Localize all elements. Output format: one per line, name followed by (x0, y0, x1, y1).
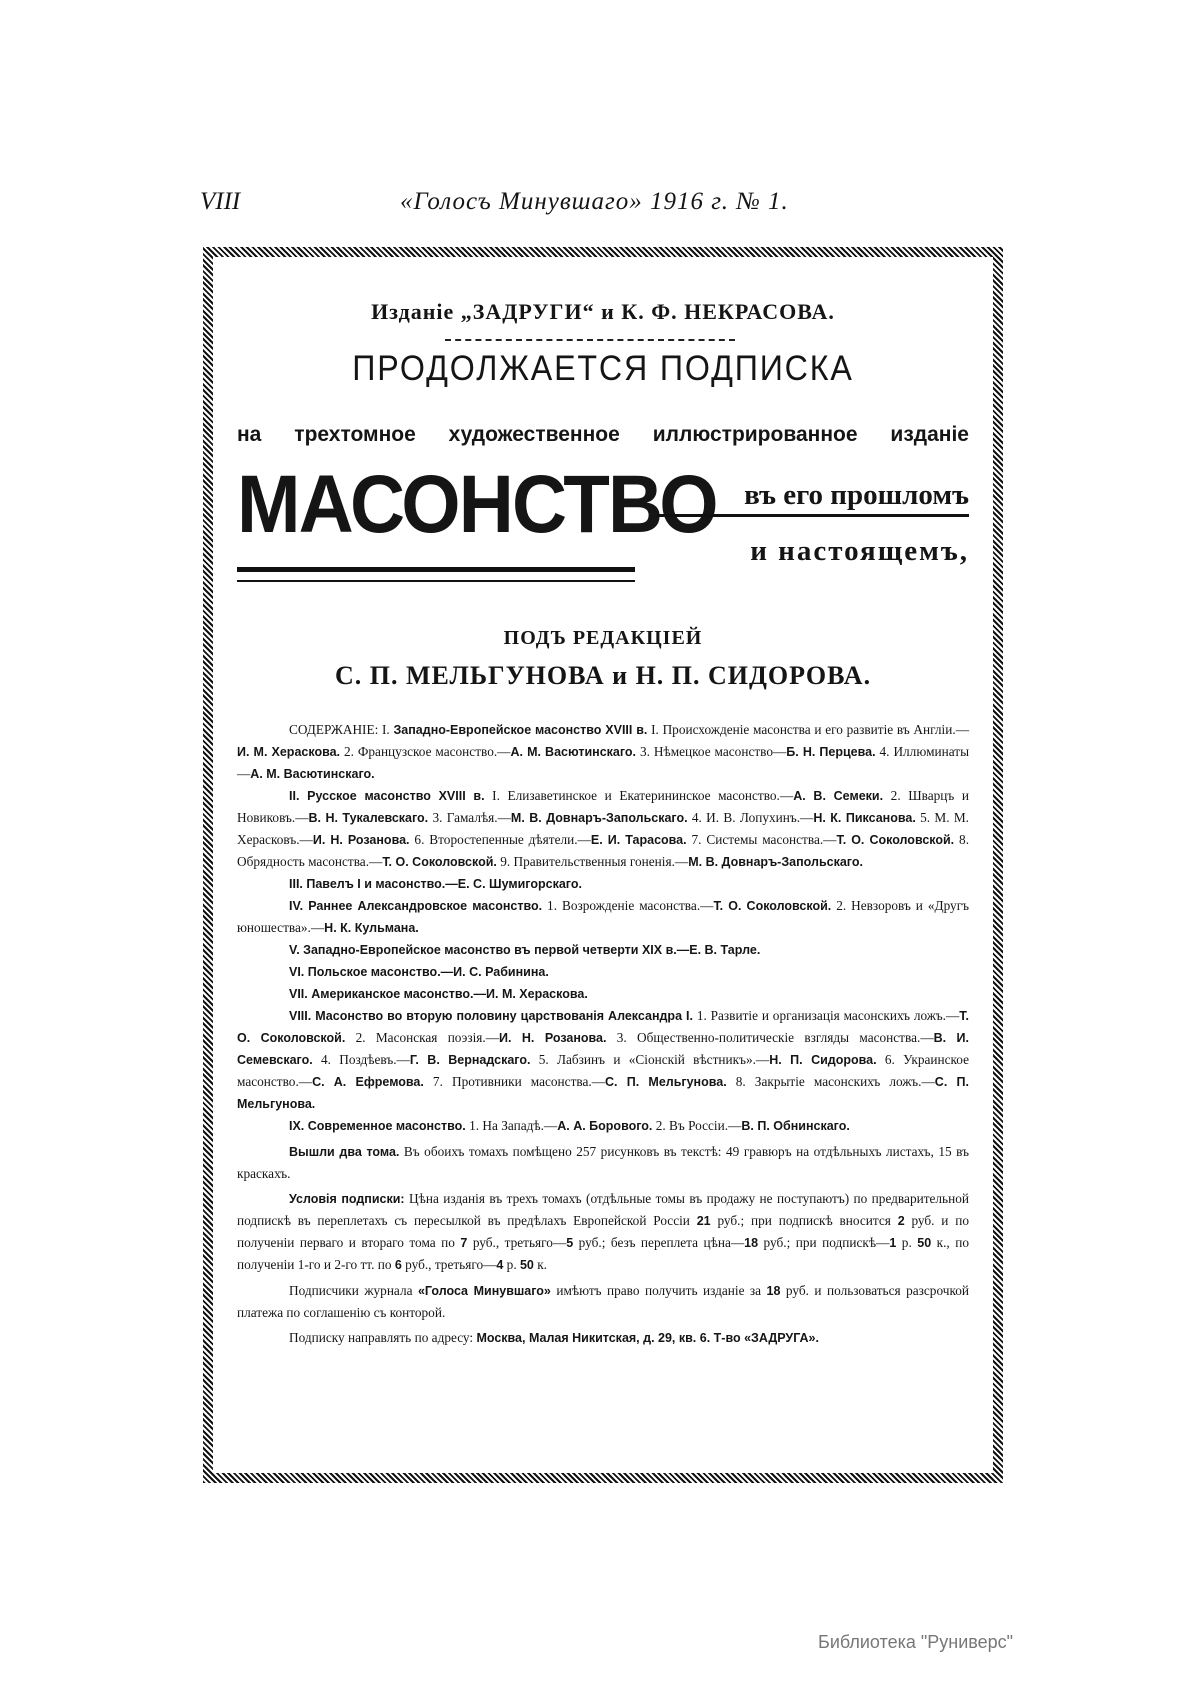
note-bold-run: 7 (460, 1236, 468, 1250)
contents-bold-run: IV. Раннее Александровское масонство. (289, 899, 543, 913)
contents-text-run: 2. Французское масонство.— (340, 744, 511, 759)
contents-bold-run: В. П. Обнинскаго. (741, 1119, 850, 1133)
note-text-run: Цѣна изданія въ трехъ томахъ (отдѣльные томы въ продажу не поступаютъ) по предварительной подпискѣ въ переплетахъ съ пересылкой въ предѣлахъ Европейской Россіи (237, 1191, 969, 1228)
note-bold-run: 5 (566, 1236, 574, 1250)
note-text-run: к., по полученіи 1-го и 2-го тт. по (237, 1235, 970, 1272)
contents-bold-run: III. Павелъ I и масонство.—Е. С. Шумигорскаго. (289, 877, 582, 891)
contents-text-run: 8. Обрядность масонства.— (237, 832, 970, 869)
note-text-run: руб. и по полученіи перваго и втораго тома по (237, 1213, 970, 1250)
contents-bold-run: М. В. Довнаръ-Запольскаго. (510, 811, 688, 825)
note-text-run: Подписчики журнала (289, 1283, 418, 1298)
contents-paragraph (237, 1005, 969, 1115)
note-text-run: Подписку направлять по адресу: (289, 1330, 477, 1345)
editors-line: С. П. МЕЛЬГУНОВА и Н. П. СИДОРОВА. (334, 661, 872, 690)
contents-bold-run: М. В. Довнаръ-Запольскаго. (688, 855, 863, 869)
subscription-heading: ПРОДОЛЖАЕТСЯ ПОДПИСКА (352, 349, 854, 388)
contents-bold-run: В. И. Семевскаго. (237, 1031, 970, 1067)
note-bold-run: Условія подписки: (289, 1192, 405, 1206)
note-bold-run: Вышли два тома. (289, 1145, 400, 1159)
note-text-run: к. (533, 1257, 547, 1272)
running-head (200, 188, 820, 218)
contents-bold-run: А. М. Васютинскаго. (250, 767, 375, 781)
note-text-run: руб., третьяго— (467, 1235, 567, 1250)
contents-bold-run: Т. О. Соколовской. (836, 833, 955, 847)
contents-text-run: 8. Закрытіе масонскихъ ложъ.— (726, 1074, 935, 1089)
page-number: VIII (200, 188, 241, 215)
dashed-divider (445, 339, 735, 341)
note-text-run: руб. и пользоваться разсрочкой платежа по соглашенію съ конторой. (237, 1283, 969, 1320)
contents-paragraph (237, 719, 969, 785)
note-bold-run: 1 (889, 1236, 897, 1250)
note-paragraph (237, 1327, 969, 1349)
contents-text-run: 1. Возрожденіе масонства.— (542, 898, 714, 913)
note-text-run: р. (896, 1235, 918, 1250)
advertisement-content (237, 257, 969, 1473)
note-text-run: имѣютъ право получить изданіе за (550, 1283, 767, 1298)
contents-bold-run: Западно-Европейское масонство XVIII в. (393, 723, 648, 737)
contents-paragraph (237, 983, 969, 1005)
contents-text-run: 3. Гамалѣя.— (428, 810, 511, 825)
subscription-notes (237, 1141, 969, 1349)
title-underline (237, 567, 635, 582)
note-text-run: р. (503, 1257, 520, 1272)
contents-bold-run: Т. О. Соколовской. (237, 1009, 969, 1045)
note-text-run: руб.; при подпискѣ— (758, 1235, 890, 1250)
contents-text-run: 4. Иллюминаты— (237, 744, 970, 781)
contents-text-run: 1. Развитіе и организація масонскихъ ложъ.— (692, 1008, 960, 1023)
contents-text-run: 2. Масонская поэзія.— (345, 1030, 500, 1045)
note-bold-run: 18 (744, 1236, 759, 1250)
book-title: МАСОНСТВО (237, 459, 717, 550)
contents-bold-run: А. М. Васютинскаго. (510, 745, 637, 759)
contents-bold-run: Н. К. Кульмана. (324, 921, 419, 935)
publisher-line: Изданіе „ЗАДРУГИ“ и К. Ф. НЕКРАСОВА. (371, 299, 835, 324)
contents-text-run: 5. Лабзинъ и «Сіонскій вѣстникъ».— (530, 1052, 770, 1067)
note-paragraph (237, 1280, 969, 1323)
contents-bold-run: Т. О. Соколовской. (382, 855, 497, 869)
note-bold-run: Москва, Малая Никитская, д. 29, кв. 6. Т-во «ЗАДРУГА». (476, 1331, 819, 1345)
contents-text-run: 2. Въ Россіи.— (652, 1118, 742, 1133)
contents-text-run: 3. Нѣмецкое масонство— (636, 744, 787, 759)
note-bold-run: 50 (519, 1258, 534, 1272)
contents-text-run: 4. Поздѣевъ.— (312, 1052, 410, 1067)
note-text-run: руб., третьяго— (401, 1257, 497, 1272)
contents-bold-run: VI. Польское масонство.—И. С. Рабинина. (289, 965, 549, 979)
note-text-run: руб.; безъ переплета цѣна— (573, 1235, 745, 1250)
contents-bold-run: А. А. Борового. (557, 1119, 653, 1133)
contents-bold-run: С. А. Ефремова. (312, 1075, 424, 1089)
contents-bold-run: IX. Современное масонство. (289, 1119, 466, 1133)
contents-text-run: I. Происхожденіе масонства и его развитіе въ Англіи.— (647, 722, 969, 737)
contents-bold-run: Н. П. Сидорова. (769, 1053, 877, 1067)
contents-bold-run: И. М. Хераскова. (237, 745, 341, 759)
contents-bold-run: Б. Н. Перцева. (786, 745, 876, 759)
contents-bold-run: Т. О. Соколовской. (713, 899, 832, 913)
contents-text-run: I. Елизаветинское и Екатерининское масонство.— (484, 788, 794, 803)
contents-text-run: 7. Системы масонства.— (686, 832, 837, 847)
contents-bold-run: С. П. Мельгунова. (605, 1075, 727, 1089)
contents-paragraph (237, 895, 969, 939)
contents-bold-run: II. Русское масонство XVIII в. (289, 789, 485, 803)
journal-title: «Голосъ Минувшаго» 1916 г. № 1. (400, 188, 789, 215)
note-paragraph (237, 1141, 969, 1184)
note-bold-run: «Голоса Минувшаго» (417, 1284, 551, 1298)
book-subtitle-2: и настоящемъ, (750, 535, 969, 567)
note-bold-run: 6 (394, 1258, 402, 1272)
note-bold-run: 21 (696, 1214, 711, 1228)
contents-text-run: 3. Общественно-политическіе взгляды масонства.— (606, 1030, 934, 1045)
body-text (237, 719, 969, 1349)
contents-text-run: 5. М. М. Херасковъ.— (237, 810, 969, 847)
contents-bold-run: В. Н. Тукалевскаго. (308, 811, 429, 825)
contents-bold-run: С. П. Мельгунова. (237, 1075, 969, 1111)
contents-bold-run: Е. И. Тарасова. (590, 833, 687, 847)
contents-paragraph (237, 873, 969, 895)
contents-bold-run: И. Н. Розанова. (312, 833, 410, 847)
contents-bold-run: И. Н. Розанова. (499, 1031, 607, 1045)
contents-bold-run: VII. Американское масонство.—И. М. Хераскова. (289, 987, 588, 1001)
edition-type-line: на трехтомное художественное иллюстрированное изданіе (237, 423, 969, 446)
editorship-label: ПОДЪ РЕДАКЦІЕЙ (503, 627, 703, 649)
contents-text-run: 6. Второстепенные дѣятели.— (409, 832, 591, 847)
note-bold-run: 50 (917, 1236, 932, 1250)
contents-bold-run: V. Западно-Европейское масонство въ первой четверти XIX в.—Е. В. Тарле. (289, 943, 761, 957)
contents-paragraph (237, 939, 969, 961)
contents-paragraph (237, 1115, 969, 1137)
contents-text-run: 2. Шварцъ и Новиковъ.— (237, 788, 970, 825)
contents-bold-run: VIII. Масонство во вторую половину царствованія Александра I. (289, 1009, 693, 1023)
contents-paragraph (237, 961, 969, 983)
note-bold-run: 4 (496, 1258, 504, 1272)
contents-text-run: 2. Невзоровъ и «Другъ юношества».— (237, 898, 970, 935)
library-watermark: Библиотека "Руниверс" (818, 1632, 1014, 1652)
contents-text-run: 4. И. В. Лопухинъ.— (687, 810, 814, 825)
note-text-run: Въ обоихъ томахъ помѣщено 257 рисунковъ въ текстѣ: 49 гравюръ на отдѣльныхъ листахъ, 15 въ краскахъ. (237, 1144, 969, 1181)
contents-bold-run: А. В. Семеки. (793, 789, 884, 803)
note-text-run: руб.; при подпискѣ вносится (710, 1213, 898, 1228)
book-subtitle-1: въ его прошломъ (657, 479, 969, 517)
contents-list (237, 719, 969, 1137)
contents-text-run: 7. Противники масонства.— (423, 1074, 606, 1089)
contents-bold-run: Г. В. Вернадскаго. (409, 1053, 531, 1067)
advertisement-frame (203, 247, 1003, 1483)
contents-text-run: 6. Украинское масонство.— (237, 1052, 970, 1089)
note-paragraph (237, 1188, 969, 1276)
contents-bold-run: Н. К. Пиксанова. (813, 811, 916, 825)
contents-text-run: 1. На Западѣ.— (465, 1118, 558, 1133)
note-bold-run: 18 (766, 1284, 781, 1298)
contents-paragraph (237, 785, 969, 873)
contents-text-run: СОДЕРЖАНІЕ: I. (289, 722, 394, 737)
note-bold-run: 2 (897, 1214, 905, 1228)
contents-text-run: 9. Правительственныя гоненія.— (496, 854, 689, 869)
